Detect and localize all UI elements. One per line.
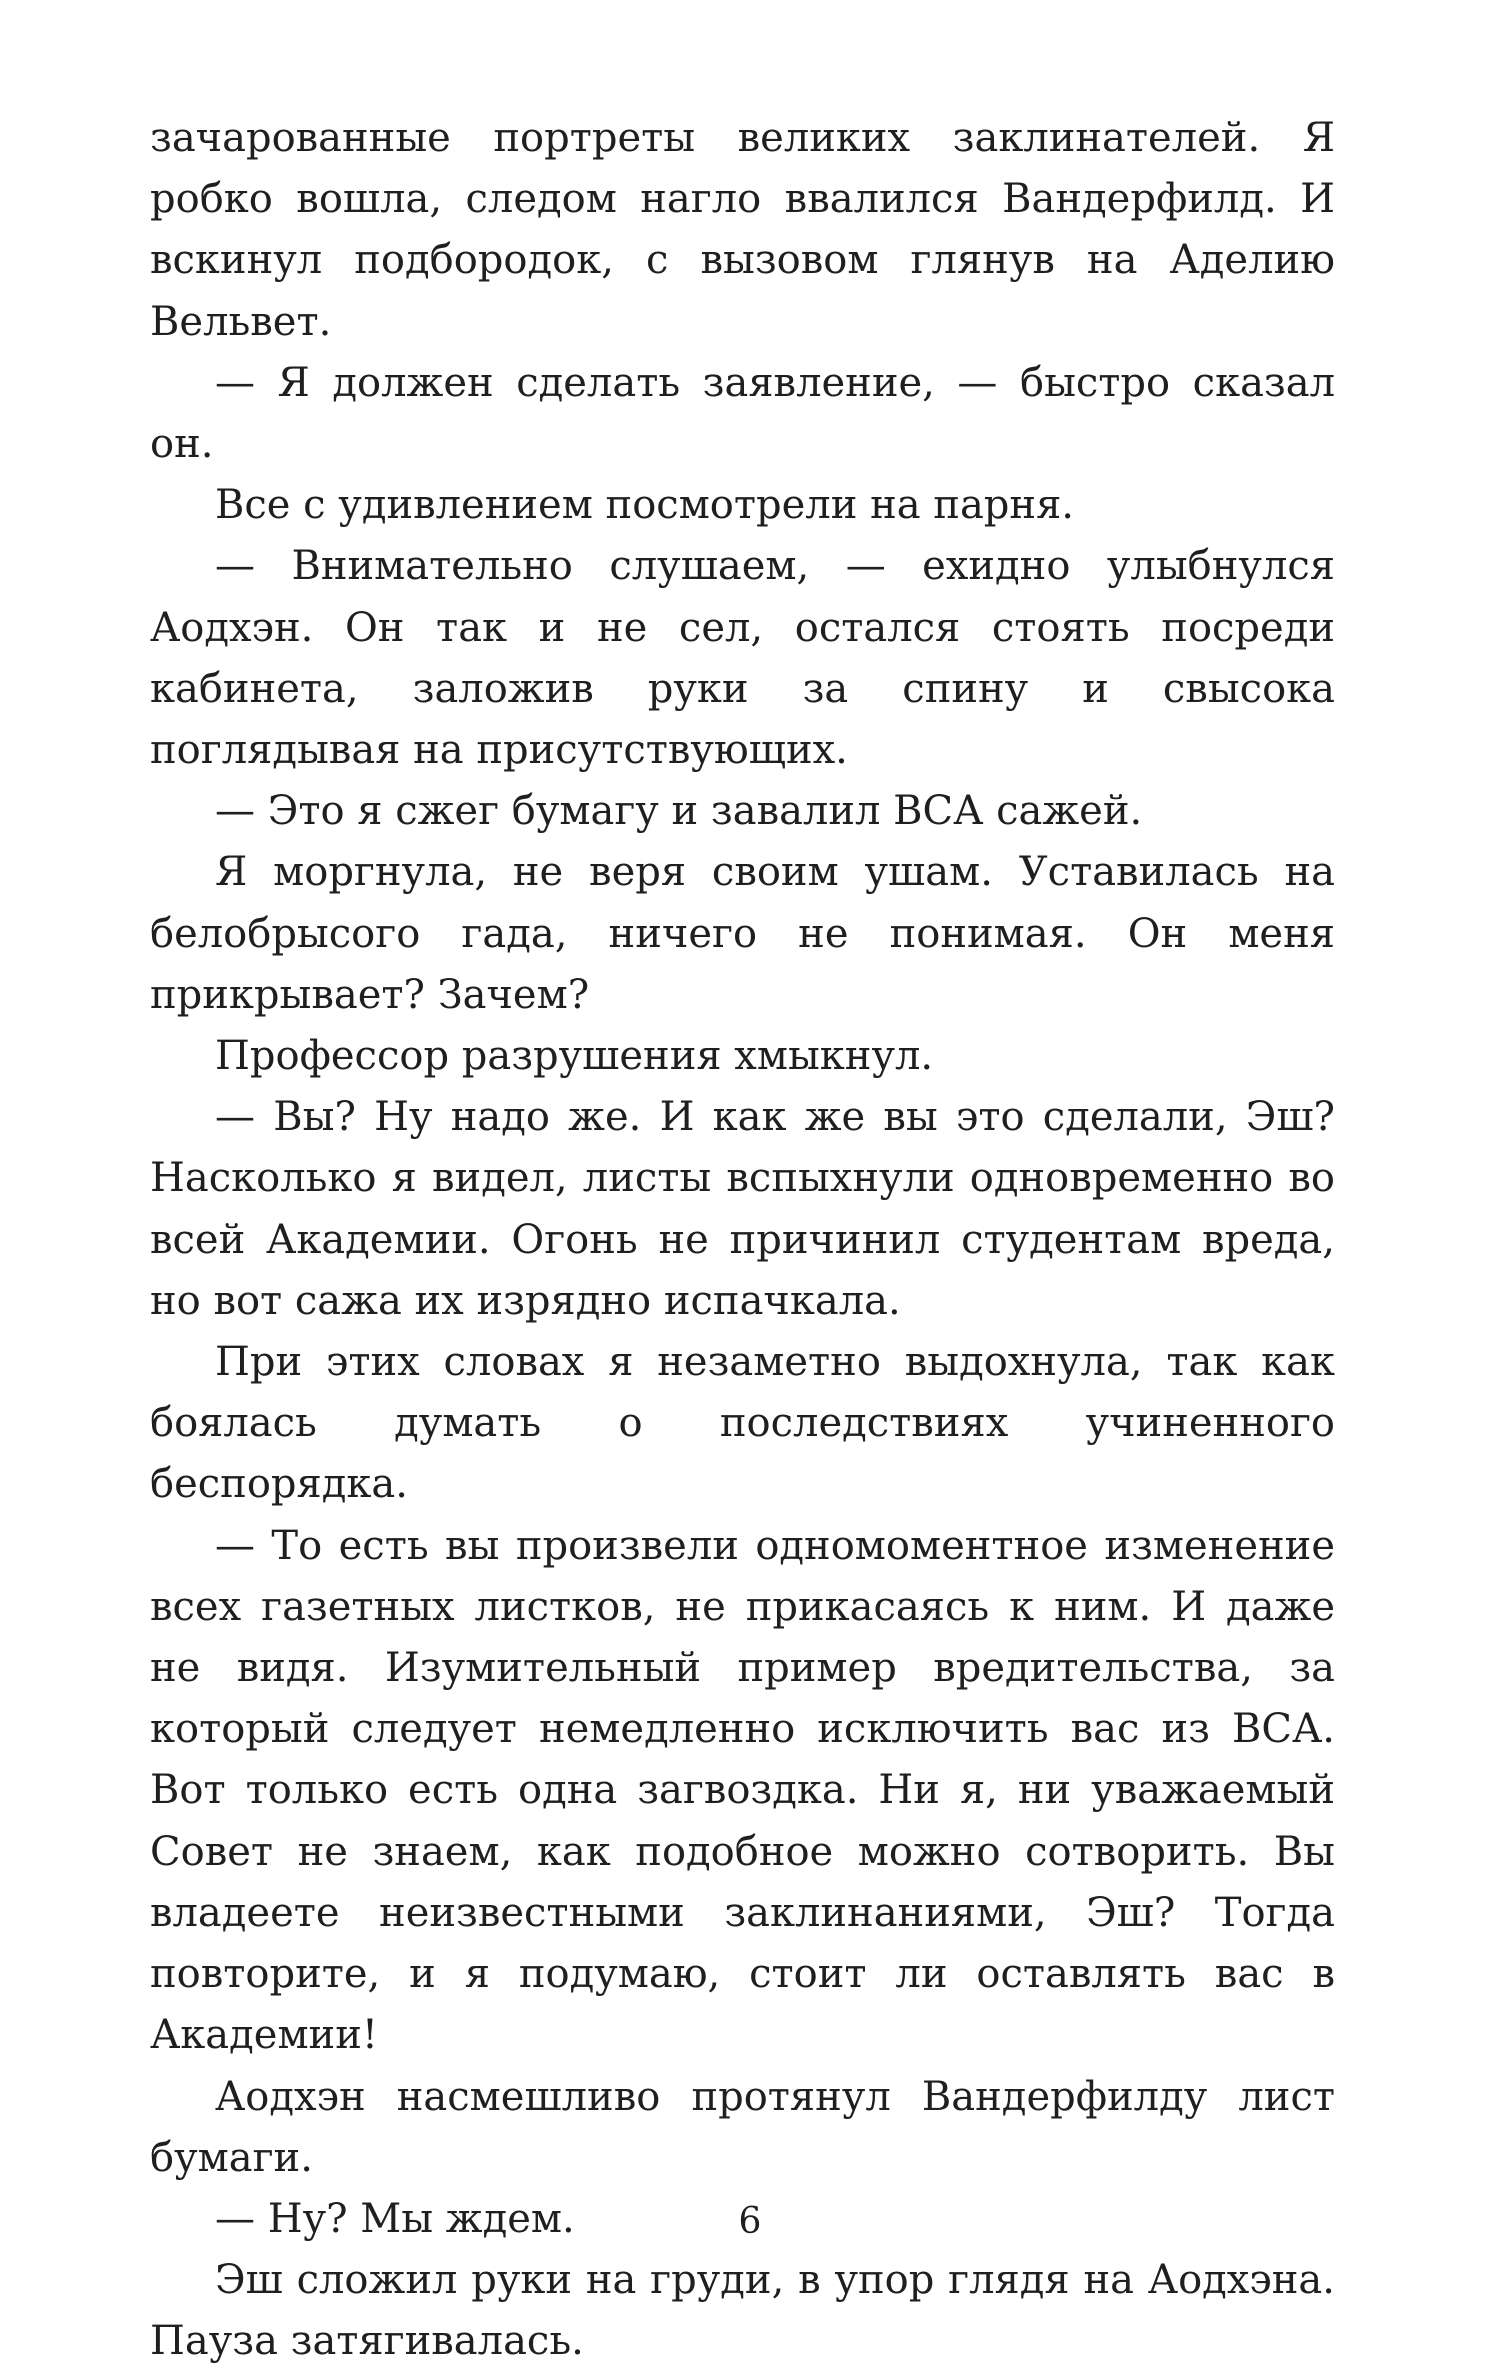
paragraph: — Вы? Ну надо же. И как же вы это сделали, Эш? Насколько я видел, листы вспыхнули одновременно во всей Академии. Огонь не причинил студентам вреда, но вот сажа их изрядно испачкала. xyxy=(150,1094,1335,1324)
paragraph: — Это я сжег бумагу и завалил ВСА сажей. xyxy=(215,788,1143,835)
paragraph: — Внимательно слушаем, — ехидно улыбнулся Аодхэн. Он так и не сел, остался стоять посреди кабинета, заложив руки за спину и свысока поглядывая на присутствующих. xyxy=(150,543,1335,774)
paragraph: При этих словах я незаметно выдохнула, так как боялась думать о последствиях учиненного беспорядка. xyxy=(150,1339,1335,1508)
paragraph: Все с удивлением посмотрели на парня. xyxy=(215,482,1075,529)
body-text xyxy=(150,108,1335,2373)
paragraph: Я моргнула, не веря своим ушам. Уставилась на белобрысого гада, ничего не понимая. Он меня прикрывает? Зачем? xyxy=(150,849,1335,1018)
paragraph: зачарованные портреты великих заклинателей. Я робко вошла, следом нагло ввалился Вандерфилд. И вскинул подбородок, с вызовом глянув на Аделию Вельвет. xyxy=(150,115,1335,345)
paragraph: — То есть вы произвели одномоментное изменение всех газетных листков, не прикасаясь к ним. И даже не видя. Изумительный пример вредительства, за который следует немедленно исключить вас из ВСА. Вот только есть одна загвоздка. Ни я, ни уважаемый Совет не знаем, как подобное можно сотворить. Вы владеете неизвестными заклинаниями, Эш? Тогда повторите, и я подумаю, стоит ли оставлять вас в Академии! xyxy=(150,1522,1335,2059)
page-number: 6 xyxy=(738,2201,762,2242)
paragraph: Профессор разрушения хмыкнул. xyxy=(215,1033,934,1080)
paragraph: — Ну? Мы ждем. xyxy=(215,2195,575,2242)
paragraph: Эш сложил руки на груди, в упор глядя на Аодхэна. Пауза затягивалась. xyxy=(150,2257,1335,2365)
paragraph: Аодхэн насмешливо протянул Вандерфилду лист бумаги. xyxy=(150,2073,1335,2181)
paragraph: — Я должен сделать заявление, — быстро сказал он. xyxy=(150,359,1335,468)
